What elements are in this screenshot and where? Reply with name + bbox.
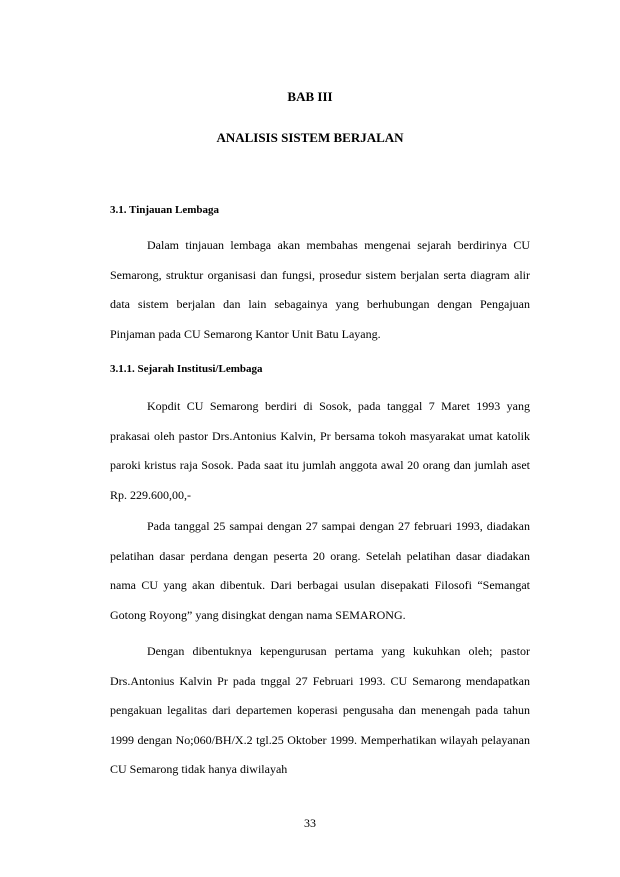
paragraph-sejarah-3: Dengan dibentuknya kepengurusan pertama yang kukuhkan oleh; pastor Drs.Antonius Kalvin Pr pada tnggal 27 Februari 1993. CU Semarong mendapatkan pengakuan legalitas dari departemen koperasi pengusaha dan menengah pada tahun 1999 dengan No;060/BH/X.2 tgl.25 Oktober 1999. Memperhatikan wilayah pelayanan CU Semarong tidak hanya diwilayah — [110, 644, 530, 776]
chapter-number: BAB III — [287, 89, 333, 104]
section-heading-tinjauan-lembaga: 3.1. Tinjauan Lembaga — [110, 204, 220, 216]
paragraph-sejarah-2: Pada tanggal 25 sampai dengan 27 sampai dengan 27 februari 1993, diadakan pelatihan dasar perdana dengan peserta 20 orang. Setelah pelatihan dasar diadakan nama CU yang akan dibentuk. Dari berbagai usulan disepakati Filosofi “Semangat Gotong Royong” yang disingkat dengan nama SEMARONG. — [110, 519, 530, 622]
page-number: 33 — [304, 816, 316, 830]
paragraph-sejarah-1: Kopdit CU Semarong berdiri di Sosok, pada tanggal 7 Maret 1993 yang prakasai oleh pastor Drs.Antonius Kalvin, Pr bersama tokoh masyarakat umat katolik paroki kristus raja Sosok. Pada saat itu jumlah anggota awal 20 orang dan jumlah aset Rp. 229.600,00,- — [110, 399, 530, 502]
section-heading-sejarah: 3.1.1. Sejarah Institusi/Lembaga — [110, 363, 263, 375]
chapter-title: ANALISIS SISTEM BERJALAN — [216, 130, 404, 145]
paragraph-tinjauan-lembaga: Dalam tinjauan lembaga akan membahas mengenai sejarah berdirinya CU Semarong, struktur organisasi dan fungsi, prosedur sistem berjalan serta diagram alir data sistem berjalan dan lain sebagainya yang berhubungan dengan Pengajuan Pinjaman pada CU Semarong Kantor Unit Batu Layang. — [110, 238, 530, 341]
